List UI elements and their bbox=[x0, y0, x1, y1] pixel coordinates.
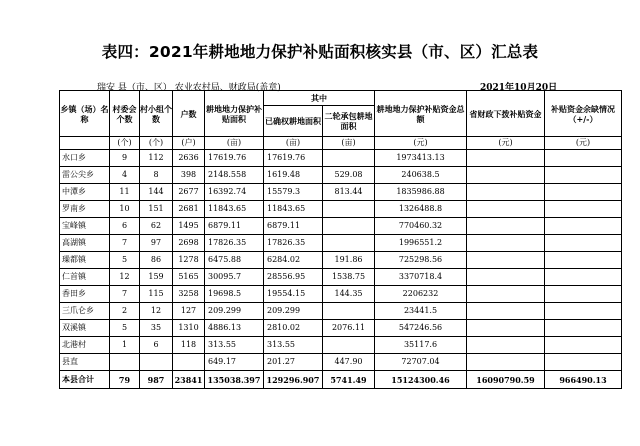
households-cell: 2677 bbox=[173, 184, 205, 201]
total-provincial-funds-cell: 16090790.59 bbox=[467, 371, 545, 389]
confirmed-area-cell: 19554.15 bbox=[264, 286, 323, 303]
unit-cell: (亩) bbox=[264, 137, 323, 150]
subsidy-area-cell: 649.17 bbox=[205, 354, 264, 371]
surplus-gap-cell bbox=[545, 303, 622, 320]
group-count-cell: 144 bbox=[140, 184, 173, 201]
households-cell: 127 bbox=[173, 303, 205, 320]
subsidy-total-cell: 35117.6 bbox=[375, 337, 467, 354]
second-round-area-cell bbox=[323, 337, 375, 354]
issuing-authority: 瑞安 县（市、区） 农业农村局、财政局(盖章) bbox=[97, 83, 281, 93]
confirmed-area-cell: 11843.65 bbox=[264, 201, 323, 218]
header-subsidy-area: 耕地地力保护补贴面积 bbox=[205, 91, 264, 137]
households-cell: 1495 bbox=[173, 218, 205, 235]
subsidy-total-cell: 725298.56 bbox=[375, 252, 467, 269]
table-row bbox=[60, 201, 622, 218]
second-round-area-cell: 813.44 bbox=[323, 184, 375, 201]
subsidy-area-cell: 11843.65 bbox=[205, 201, 264, 218]
total-households-cell: 23841 bbox=[173, 371, 205, 389]
township-cell: 中潭乡 bbox=[60, 184, 110, 201]
surplus-gap-cell bbox=[545, 337, 622, 354]
village-count-cell: 6 bbox=[110, 218, 140, 235]
provincial-funds-cell bbox=[467, 167, 545, 184]
table-row bbox=[60, 337, 622, 354]
village-count-cell: 12 bbox=[110, 269, 140, 286]
header-subsidy-total: 耕地地力保护补贴资金总额 bbox=[375, 91, 467, 137]
surplus-gap-cell bbox=[545, 320, 622, 337]
group-count-cell: 159 bbox=[140, 269, 173, 286]
group-count-cell: 62 bbox=[140, 218, 173, 235]
header-township: 乡镇（场）名称 bbox=[60, 91, 110, 137]
provincial-funds-cell bbox=[467, 320, 545, 337]
header-village-count: 村委会个数 bbox=[110, 91, 140, 137]
village-count-cell: 5 bbox=[110, 252, 140, 269]
confirmed-area-cell: 28556.95 bbox=[264, 269, 323, 286]
village-count-cell bbox=[110, 354, 140, 371]
total-confirmed-area-cell: 129296.907 bbox=[264, 371, 323, 389]
confirmed-area-cell: 313.55 bbox=[264, 337, 323, 354]
subsidy-area-cell: 17619.76 bbox=[205, 150, 264, 167]
group-count-cell: 112 bbox=[140, 150, 173, 167]
subsidy-total-cell: 3370718.4 bbox=[375, 269, 467, 286]
total-subsidy-total-cell: 15124300.46 bbox=[375, 371, 467, 389]
households-cell bbox=[173, 354, 205, 371]
table-row bbox=[60, 303, 622, 320]
township-cell: 北港村 bbox=[60, 337, 110, 354]
surplus-gap-cell bbox=[545, 354, 622, 371]
second-round-area-cell: 144.35 bbox=[323, 286, 375, 303]
subsidy-total-cell: 72707.04 bbox=[375, 354, 467, 371]
summary-table bbox=[59, 90, 622, 389]
surplus-gap-cell bbox=[545, 201, 622, 218]
confirmed-area-cell: 201.27 bbox=[264, 354, 323, 371]
surplus-gap-cell bbox=[545, 150, 622, 167]
households-cell: 2681 bbox=[173, 201, 205, 218]
subsidy-total-cell: 240638.5 bbox=[375, 167, 467, 184]
second-round-area-cell bbox=[323, 150, 375, 167]
second-round-area-cell: 529.08 bbox=[323, 167, 375, 184]
subsidy-area-cell: 209.299 bbox=[205, 303, 264, 320]
total-surplus-gap-cell: 966490.13 bbox=[545, 371, 622, 389]
table-row bbox=[60, 150, 622, 167]
group-count-cell: 115 bbox=[140, 286, 173, 303]
township-cell: 仁首镇 bbox=[60, 269, 110, 286]
provincial-funds-cell bbox=[467, 286, 545, 303]
second-round-area-cell: 447.90 bbox=[323, 354, 375, 371]
surplus-gap-cell bbox=[545, 269, 622, 286]
total-township-cell: 本县合计 bbox=[60, 371, 110, 389]
table-row bbox=[60, 286, 622, 303]
township-cell: 宝峰镇 bbox=[60, 218, 110, 235]
unit-cell: (亩) bbox=[205, 137, 264, 150]
surplus-gap-cell bbox=[545, 286, 622, 303]
confirmed-area-cell: 15579.3 bbox=[264, 184, 323, 201]
unit-cell: (元) bbox=[375, 137, 467, 150]
total-row bbox=[60, 371, 622, 389]
provincial-funds-cell bbox=[467, 337, 545, 354]
township-cell: 高湖镇 bbox=[60, 235, 110, 252]
subsidy-total-cell: 2206232 bbox=[375, 286, 467, 303]
second-round-area-cell bbox=[323, 235, 375, 252]
table-row bbox=[60, 184, 622, 201]
group-count-cell: 35 bbox=[140, 320, 173, 337]
group-count-cell: 12 bbox=[140, 303, 173, 320]
village-count-cell: 4 bbox=[110, 167, 140, 184]
total-group-count-cell: 987 bbox=[140, 371, 173, 389]
township-cell: 水口乡 bbox=[60, 150, 110, 167]
township-cell: 县直 bbox=[60, 354, 110, 371]
group-count-cell: 8 bbox=[140, 167, 173, 184]
village-count-cell: 7 bbox=[110, 235, 140, 252]
surplus-gap-cell bbox=[545, 184, 622, 201]
village-count-cell: 9 bbox=[110, 150, 140, 167]
table-row bbox=[60, 218, 622, 235]
second-round-area-cell bbox=[323, 201, 375, 218]
unit-cell: (元) bbox=[545, 137, 622, 150]
subsidy-total-cell: 547246.56 bbox=[375, 320, 467, 337]
table-row bbox=[60, 269, 622, 286]
header-surplus-gap: 补贴资金余缺情况（+/-） bbox=[545, 91, 622, 137]
table-row bbox=[60, 320, 622, 337]
subsidy-total-cell: 770460.32 bbox=[375, 218, 467, 235]
unit-cell: (亩) bbox=[323, 137, 375, 150]
group-count-cell: 151 bbox=[140, 201, 173, 218]
confirmed-area-cell: 6879.11 bbox=[264, 218, 323, 235]
village-count-cell: 2 bbox=[110, 303, 140, 320]
subsidy-area-cell: 19698.5 bbox=[205, 286, 264, 303]
confirmed-area-cell: 6284.02 bbox=[264, 252, 323, 269]
village-count-cell: 7 bbox=[110, 286, 140, 303]
provincial-funds-cell bbox=[467, 235, 545, 252]
second-round-area-cell: 1538.75 bbox=[323, 269, 375, 286]
table-row bbox=[60, 167, 622, 184]
subsidy-area-cell: 313.55 bbox=[205, 337, 264, 354]
township-cell: 罗南乡 bbox=[60, 201, 110, 218]
provincial-funds-cell bbox=[467, 252, 545, 269]
total-second-round-area-cell: 5741.49 bbox=[323, 371, 375, 389]
surplus-gap-cell bbox=[545, 235, 622, 252]
second-round-area-cell bbox=[323, 218, 375, 235]
subsidy-total-cell: 23441.5 bbox=[375, 303, 467, 320]
header-provincial-funds: 省财政下拨补贴资金 bbox=[467, 91, 545, 137]
confirmed-area-cell: 17619.76 bbox=[264, 150, 323, 167]
table-row bbox=[60, 354, 622, 371]
township-cell: 双溪镇 bbox=[60, 320, 110, 337]
confirmed-area-cell: 2810.02 bbox=[264, 320, 323, 337]
units-row bbox=[60, 137, 622, 150]
confirmed-area-cell: 209.299 bbox=[264, 303, 323, 320]
header-second-round-area: 二轮承包耕地面积 bbox=[323, 106, 375, 137]
provincial-funds-cell bbox=[467, 201, 545, 218]
subsidy-area-cell: 17826.35 bbox=[205, 235, 264, 252]
second-round-area-cell bbox=[323, 303, 375, 320]
township-cell: 香田乡 bbox=[60, 286, 110, 303]
subsidy-area-cell: 6879.11 bbox=[205, 218, 264, 235]
township-cell: 三爪仑乡 bbox=[60, 303, 110, 320]
households-cell: 1278 bbox=[173, 252, 205, 269]
village-count-cell: 11 bbox=[110, 184, 140, 201]
unit-cell: (元) bbox=[467, 137, 545, 150]
confirmed-area-cell: 1619.48 bbox=[264, 167, 323, 184]
subsidy-total-cell: 1996551.2 bbox=[375, 235, 467, 252]
subsidy-total-cell: 1835986.88 bbox=[375, 184, 467, 201]
village-count-cell: 10 bbox=[110, 201, 140, 218]
provincial-funds-cell bbox=[467, 354, 545, 371]
subsidy-area-cell: 4886.13 bbox=[205, 320, 264, 337]
confirmed-area-cell: 17826.35 bbox=[264, 235, 323, 252]
second-round-area-cell: 2076.11 bbox=[323, 320, 375, 337]
households-cell: 1310 bbox=[173, 320, 205, 337]
surplus-gap-cell bbox=[545, 167, 622, 184]
header-households: 户数 bbox=[173, 91, 205, 137]
unit-cell: (个) bbox=[140, 137, 173, 150]
households-cell: 118 bbox=[173, 337, 205, 354]
subsidy-area-cell: 6475.88 bbox=[205, 252, 264, 269]
group-count-cell bbox=[140, 354, 173, 371]
page-title: 表四：2021年耕地地力保护补贴面积核实县（市、区）汇总表 bbox=[101, 43, 539, 61]
table-body bbox=[60, 91, 622, 389]
households-cell: 2636 bbox=[173, 150, 205, 167]
group-count-cell: 97 bbox=[140, 235, 173, 252]
second-round-area-cell: 191.86 bbox=[323, 252, 375, 269]
provincial-funds-cell bbox=[467, 218, 545, 235]
households-cell: 3258 bbox=[173, 286, 205, 303]
township-cell: 雷公尖乡 bbox=[60, 167, 110, 184]
total-village-count-cell: 79 bbox=[110, 371, 140, 389]
subsidy-total-cell: 1326488.8 bbox=[375, 201, 467, 218]
subsidy-area-cell: 30095.7 bbox=[205, 269, 264, 286]
header-of-which: 其中 bbox=[264, 91, 375, 106]
village-count-cell: 1 bbox=[110, 337, 140, 354]
group-count-cell: 86 bbox=[140, 252, 173, 269]
subsidy-total-cell: 1973413.13 bbox=[375, 150, 467, 167]
township-cell: 璪都镇 bbox=[60, 252, 110, 269]
report-date: 2021年10月20日 bbox=[480, 83, 558, 93]
header-group-count: 村小组个数 bbox=[140, 91, 173, 137]
surplus-gap-cell bbox=[545, 252, 622, 269]
subsidy-area-cell: 2148.558 bbox=[205, 167, 264, 184]
table-row bbox=[60, 235, 622, 252]
table-row bbox=[60, 252, 622, 269]
households-cell: 2698 bbox=[173, 235, 205, 252]
unit-cell: (个) bbox=[110, 137, 140, 150]
provincial-funds-cell bbox=[467, 184, 545, 201]
subsidy-area-cell: 16392.74 bbox=[205, 184, 264, 201]
households-cell: 398 bbox=[173, 167, 205, 184]
group-count-cell: 6 bbox=[140, 337, 173, 354]
unit-cell: (户) bbox=[173, 137, 205, 150]
header-confirmed-area: 已确权耕地面积 bbox=[264, 106, 323, 137]
provincial-funds-cell bbox=[467, 269, 545, 286]
surplus-gap-cell bbox=[545, 218, 622, 235]
households-cell: 5165 bbox=[173, 269, 205, 286]
total-subsidy-area-cell: 135038.397 bbox=[205, 371, 264, 389]
provincial-funds-cell bbox=[467, 150, 545, 167]
village-count-cell: 5 bbox=[110, 320, 140, 337]
provincial-funds-cell bbox=[467, 303, 545, 320]
